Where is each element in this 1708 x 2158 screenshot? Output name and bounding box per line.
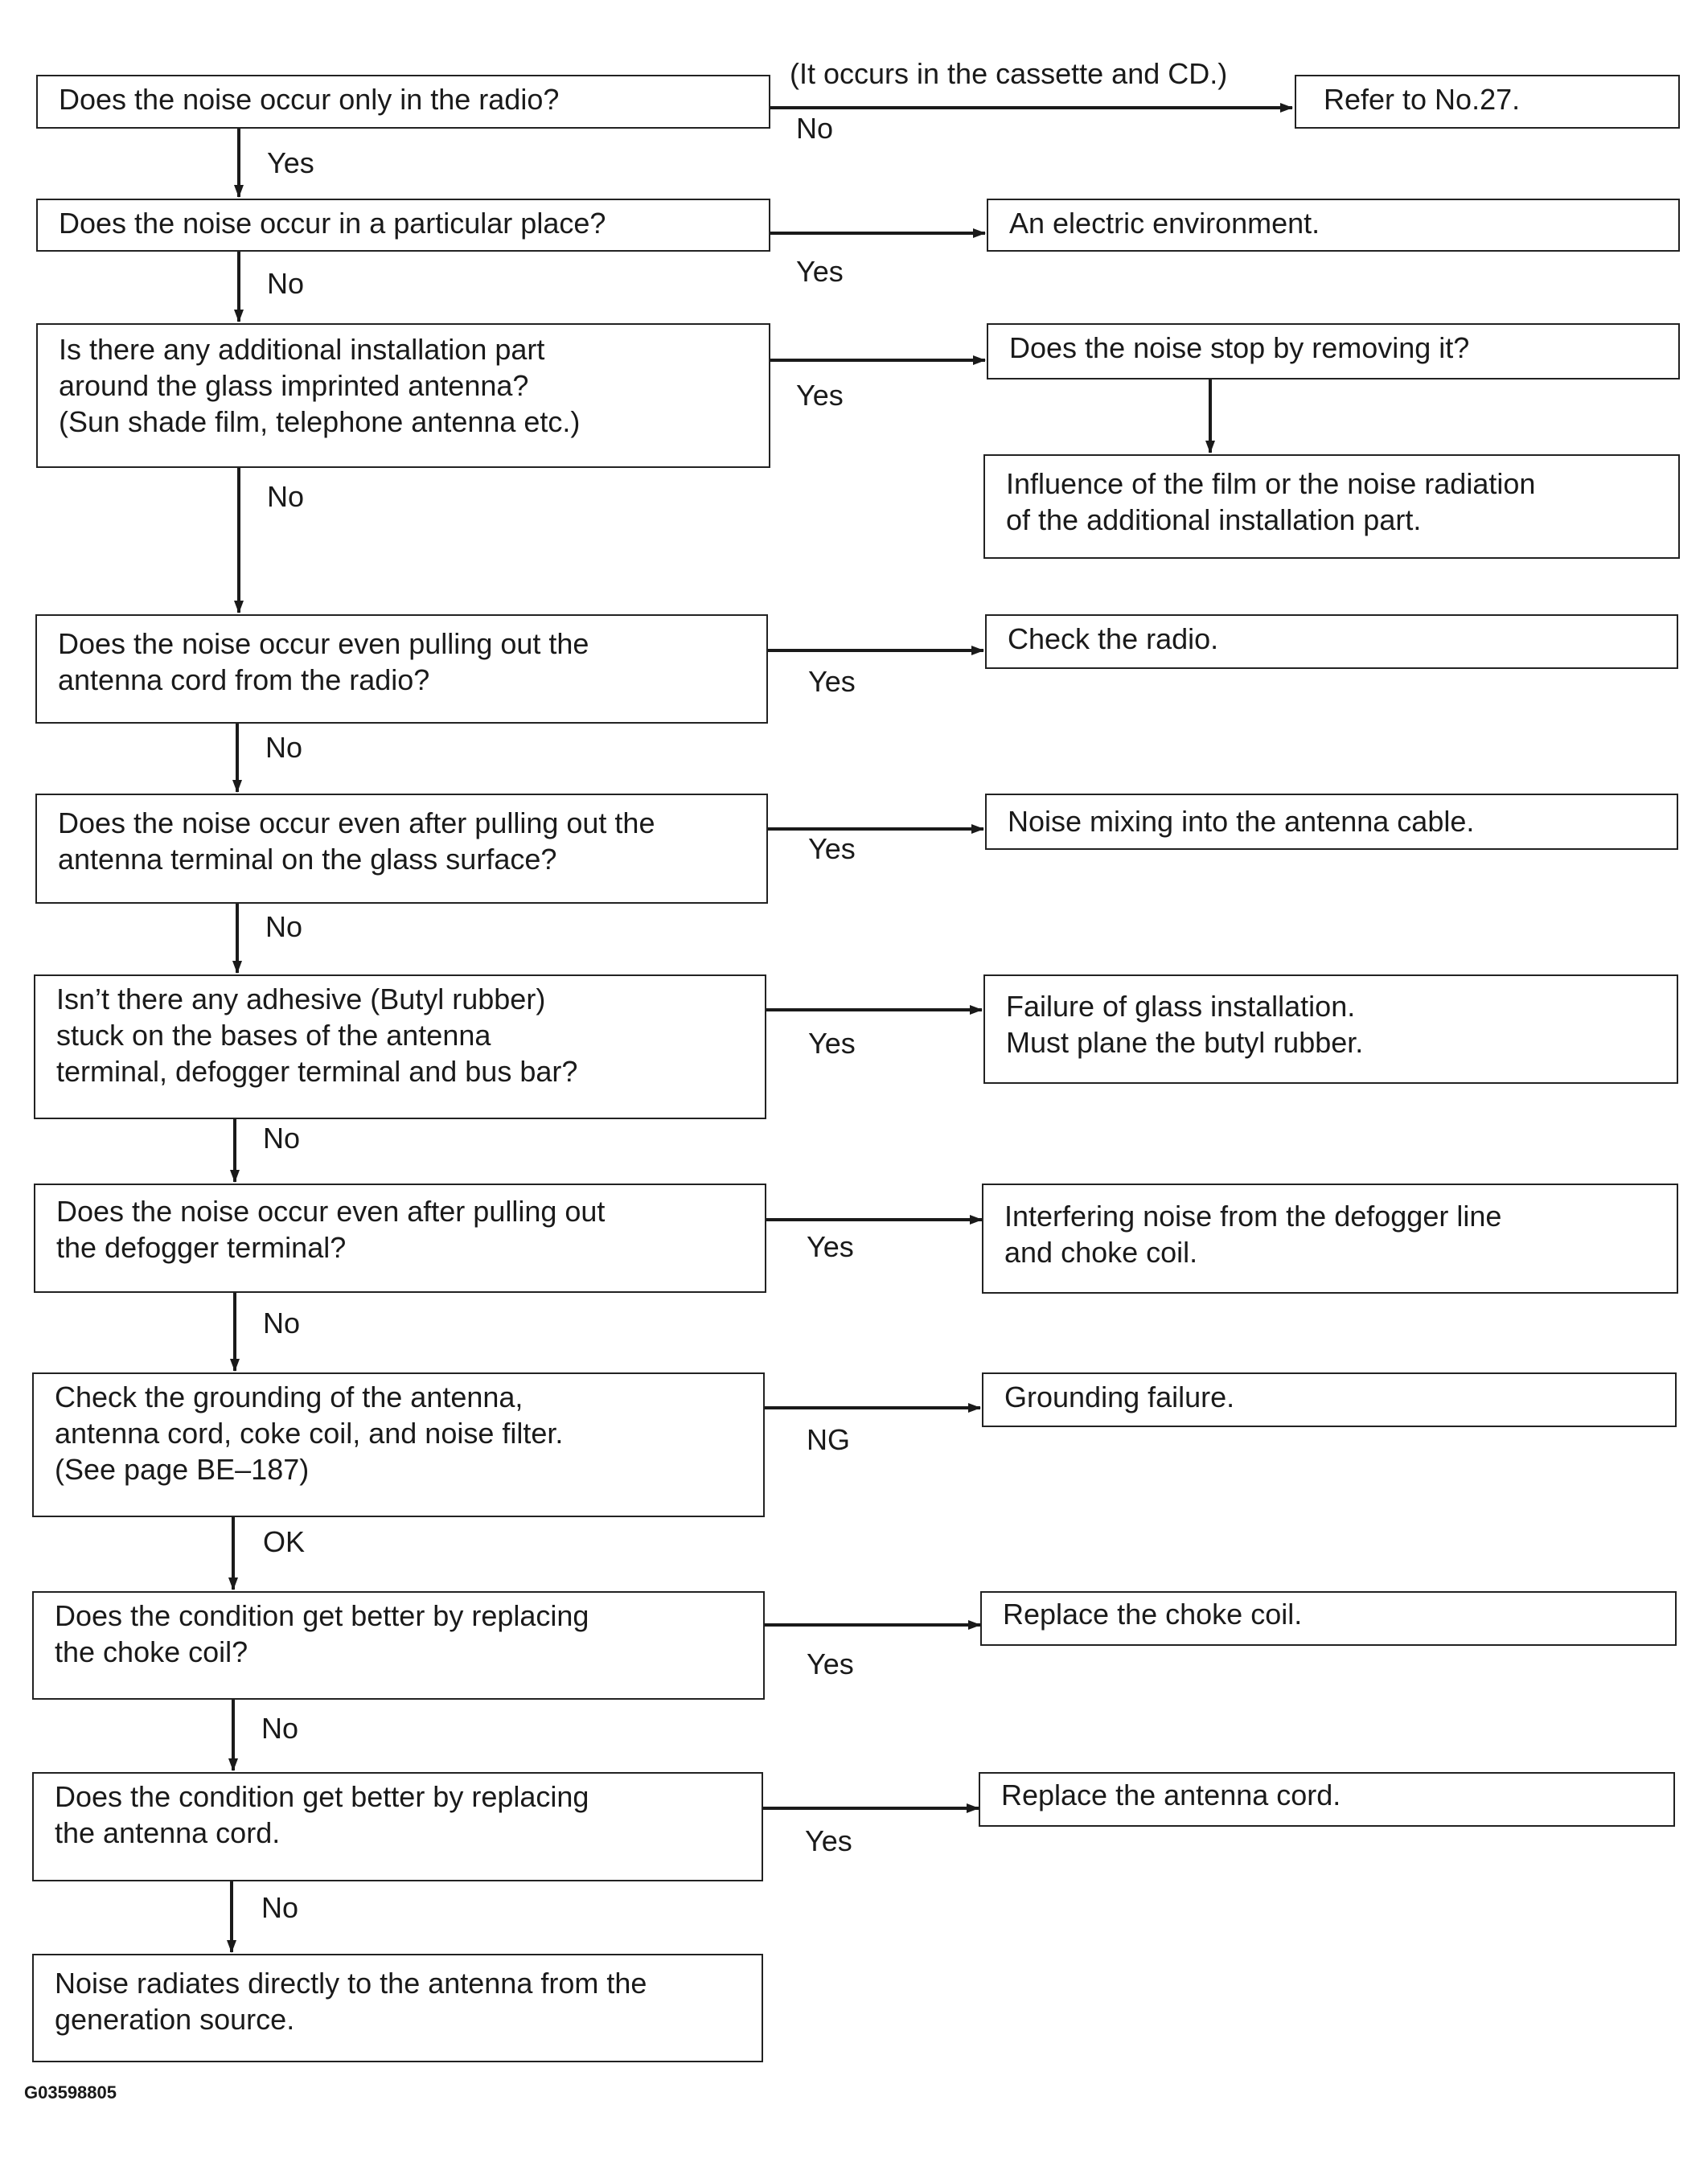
result-text: Replace the choke coil. bbox=[1003, 1598, 1303, 1631]
yes-label-9: Yes bbox=[807, 1647, 854, 1680]
question-text: the defogger terminal? bbox=[56, 1231, 347, 1264]
no-label-9: No bbox=[261, 1712, 299, 1745]
side-note-1: (It occurs in the cassette and CD.) bbox=[790, 57, 1228, 90]
result-box-5 bbox=[985, 794, 1678, 850]
no-label-10: No bbox=[261, 1891, 299, 1924]
yes-label-2: Yes bbox=[796, 255, 844, 288]
question-text: (See page BE–187) bbox=[55, 1453, 310, 1486]
result-box-9 bbox=[980, 1591, 1677, 1646]
question-text: the choke coil? bbox=[55, 1635, 248, 1668]
question-text: stuck on the bases of the antenna bbox=[56, 1019, 491, 1052]
result-text: Noise mixing into the antenna cable. bbox=[1008, 805, 1475, 838]
no-label-5: No bbox=[265, 910, 303, 943]
question-box-5 bbox=[35, 794, 768, 904]
final-text: generation source. bbox=[55, 2003, 295, 2036]
final-result-box bbox=[32, 1954, 763, 2062]
yes-label-7: Yes bbox=[807, 1230, 854, 1263]
result-text: and choke coil. bbox=[1004, 1236, 1198, 1269]
question-box-4 bbox=[35, 614, 768, 724]
result-box-7 bbox=[982, 1184, 1678, 1294]
result-text: Refer to No.27. bbox=[1324, 83, 1521, 116]
question-box-9 bbox=[32, 1591, 765, 1700]
result-box-1 bbox=[1295, 75, 1680, 129]
question-text: Does the condition get better by replacing bbox=[55, 1780, 589, 1813]
question-box-2 bbox=[36, 199, 770, 252]
result-box-6 bbox=[983, 974, 1678, 1084]
result-text: Interfering noise from the defogger line bbox=[1004, 1200, 1502, 1233]
question-box-8 bbox=[32, 1372, 765, 1517]
question-text: Does the condition get better by replacing bbox=[55, 1599, 589, 1632]
question-text: Is there any additional installation part bbox=[59, 333, 545, 366]
question-text: antenna cord, coke coil, and noise filter. bbox=[55, 1417, 564, 1450]
question-text: around the glass imprinted antenna? bbox=[59, 369, 529, 402]
result-text: Grounding failure. bbox=[1004, 1381, 1235, 1413]
no-label-6: No bbox=[263, 1122, 301, 1155]
question-box-3 bbox=[36, 323, 770, 468]
question-text: terminal, defogger terminal and bus bar? bbox=[56, 1055, 578, 1088]
yes-label-1: Yes bbox=[267, 146, 314, 179]
result-box-10 bbox=[979, 1772, 1675, 1827]
yes-label-3: Yes bbox=[796, 379, 844, 412]
no-label-2: No bbox=[267, 267, 305, 300]
question-text: antenna cord from the radio? bbox=[58, 663, 430, 696]
no-label-1: No bbox=[796, 112, 834, 145]
question-text: Does the noise occur even pulling out the bbox=[58, 627, 589, 660]
question-text: Check the grounding of the antenna, bbox=[55, 1381, 523, 1413]
result-text: Does the noise stop by removing it? bbox=[1009, 331, 1470, 364]
no-label-3: No bbox=[267, 480, 305, 513]
yes-label-6: Yes bbox=[808, 1027, 856, 1060]
result-text: Replace the antenna cord. bbox=[1001, 1779, 1341, 1811]
question-text: antenna terminal on the glass surface? bbox=[58, 843, 557, 876]
result-box-3 bbox=[987, 323, 1680, 379]
yes-label-4: Yes bbox=[808, 665, 856, 698]
question-box-1 bbox=[36, 75, 770, 129]
ng-label-8: NG bbox=[807, 1423, 850, 1456]
result-box-2 bbox=[987, 199, 1680, 252]
question-text: the antenna cord. bbox=[55, 1816, 281, 1849]
result-text: Must plane the butyl rubber. bbox=[1006, 1026, 1364, 1059]
question-text: (Sun shade film, telephone antenna etc.) bbox=[59, 405, 581, 438]
question-box-6 bbox=[34, 974, 766, 1119]
result-text: Check the radio. bbox=[1008, 622, 1219, 655]
question-text: Isn’t there any adhesive (Butyl rubber) bbox=[56, 983, 546, 1015]
yes-label-5: Yes bbox=[808, 832, 856, 865]
result-text: An electric environment. bbox=[1009, 207, 1320, 240]
figure-id: G03598805 bbox=[24, 2082, 117, 2103]
final-text: Noise radiates directly to the antenna from the bbox=[55, 1967, 647, 2000]
ok-label-8: OK bbox=[263, 1525, 306, 1558]
sub-result-box-3 bbox=[983, 454, 1680, 559]
question-text: Does the noise occur even after pulling out bbox=[56, 1195, 606, 1228]
result-box-4 bbox=[985, 614, 1678, 669]
yes-label-10: Yes bbox=[805, 1824, 852, 1857]
question-box-7 bbox=[34, 1184, 766, 1293]
result-box-8 bbox=[982, 1372, 1677, 1427]
no-label-7: No bbox=[263, 1307, 301, 1340]
sub-result-text: of the additional installation part. bbox=[1006, 503, 1422, 536]
question-text: Does the noise occur in a particular place? bbox=[59, 207, 606, 240]
sub-result-text: Influence of the film or the noise radiation bbox=[1006, 467, 1536, 500]
question-box-10 bbox=[32, 1772, 763, 1881]
question-text: Does the noise occur only in the radio? bbox=[59, 83, 560, 116]
no-label-4: No bbox=[265, 731, 303, 764]
result-text: Failure of glass installation. bbox=[1006, 990, 1356, 1023]
question-text: Does the noise occur even after pulling out the bbox=[58, 806, 655, 839]
